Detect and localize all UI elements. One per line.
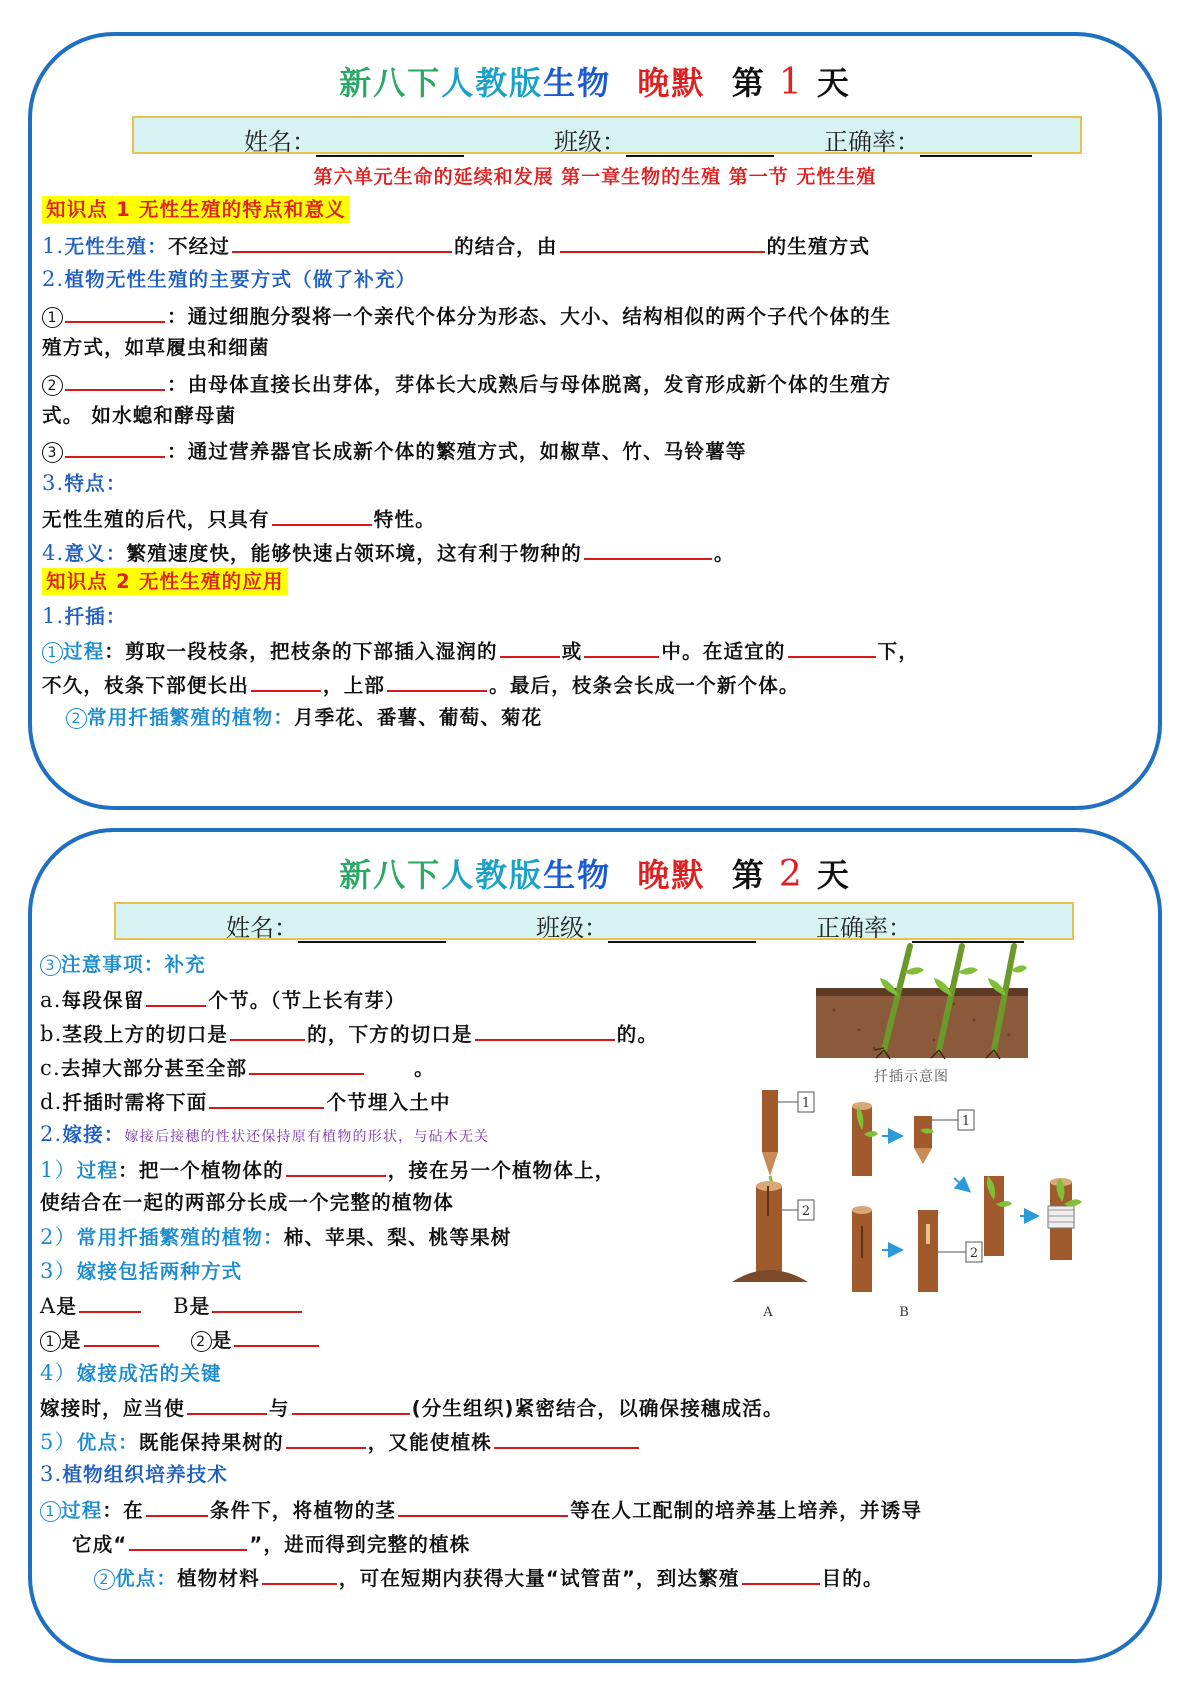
day1-title: 新八下人教版生物 晚默 第 1 天 xyxy=(339,62,851,103)
line-main-methods: 2.植物无性生殖的主要方式（做了补充） xyxy=(42,267,417,291)
blank[interactable] xyxy=(742,1561,820,1585)
graft-label-2b: 2 xyxy=(969,1246,979,1261)
class-field[interactable]: 班级： xyxy=(554,122,774,157)
name-blank[interactable] xyxy=(316,129,464,157)
graft-label-2: 2 xyxy=(801,1204,811,1219)
name-field[interactable]: 姓名： xyxy=(226,908,446,943)
accuracy-blank[interactable] xyxy=(920,129,1032,157)
line-cutting-plants: 2 常用扦插繁殖的植物：月季花、番薯、葡萄、菊花 xyxy=(66,702,542,730)
line-grafting-key: 嫁接时，应当使 与 (分生组织)紧密结合，以确保接穗成活。 xyxy=(40,1391,784,1421)
line-grafting-heading: 2.嫁接：嫁接后接穗的性状还保持原有植物的形状，与砧木无关 xyxy=(40,1122,490,1146)
line-fission: 1 ：通过细胞分裂将一个亲代个体分为形态、大小、结构相似的两个子代个体的生 xyxy=(42,299,892,329)
blank[interactable] xyxy=(146,983,206,1007)
blank[interactable] xyxy=(286,1425,366,1449)
blank[interactable] xyxy=(584,634,659,658)
blank[interactable] xyxy=(212,1289,302,1313)
line-features-heading: 3.特点： xyxy=(42,471,127,495)
accuracy-field[interactable]: 正确率： xyxy=(824,122,1032,157)
blank[interactable] xyxy=(187,1391,267,1415)
blank[interactable] xyxy=(249,1051,364,1075)
line-budding: 2 ：由母体直接长出芽体，芽体长大成熟后与母体脱离，发育形成新个体的生殖方 xyxy=(42,367,892,397)
line-grafting-key-heading: 4）嫁接成活的关键 xyxy=(40,1361,222,1385)
graft-label-1b: 1 xyxy=(961,1114,971,1129)
accuracy-field[interactable]: 正确率： xyxy=(816,908,1024,943)
knowledge-point-1: 知识点 1 无性生殖的特点和意义 xyxy=(42,194,350,222)
day2-card xyxy=(28,828,1162,1663)
day2-name-bar xyxy=(114,902,1074,940)
line-note-d: d.扦插时需将下面 个节埋入土中 xyxy=(40,1085,451,1115)
graft-label-1: 1 xyxy=(801,1096,811,1111)
graft-a-scion xyxy=(762,1090,778,1152)
blank[interactable] xyxy=(788,634,876,658)
blank[interactable] xyxy=(230,1017,305,1041)
line-significance: 4.意义：繁殖速度快，能够快速占领环境，这有利于物种的 。 xyxy=(42,536,735,566)
grafting-diagram xyxy=(732,1086,1094,1318)
graft-b-stock-cut xyxy=(918,1210,938,1292)
cutting-diagram xyxy=(814,940,1030,1062)
line-vegetative: 3 ：通过营养器官长成新个体的繁殖方式，如椒草、竹、马铃薯等 xyxy=(42,434,747,464)
blank[interactable] xyxy=(398,1493,568,1517)
cutting-diagram-caption: 扦插示意图 xyxy=(874,1069,949,1085)
line-tissue-culture-advantage: 2 优点：植物材料 ，可在短期内获得大量“试管苗”，到达繁殖 目的。 xyxy=(94,1561,884,1591)
line-cutting-heading: 1.扦插： xyxy=(42,604,127,628)
day1-card xyxy=(28,32,1162,810)
graft-label-b: B xyxy=(899,1305,909,1318)
blank[interactable] xyxy=(494,1425,639,1449)
class-field[interactable]: 班级： xyxy=(536,908,756,943)
blank[interactable] xyxy=(129,1527,247,1551)
line-tissue-culture-process: 1 过程：在 条件下，将植物的茎 等在人工配制的培养基上培养，并诱导 xyxy=(40,1493,922,1523)
blank[interactable] xyxy=(286,1153,386,1177)
chapter-heading: 第六单元生命的延续和发展 第一章生物的生殖 第一节 无性生殖 xyxy=(313,166,877,188)
day2-title: 新八下人教版生物 晚默 第 2 天 xyxy=(339,854,851,895)
blank[interactable] xyxy=(234,1323,319,1347)
blank[interactable] xyxy=(500,634,560,658)
knowledge-point-2: 知识点 2 无性生殖的应用 xyxy=(42,566,288,594)
blank[interactable] xyxy=(84,1323,159,1347)
line-grafting-process: 1）过程：把一个植物体的 ，接在另一个植物体上， xyxy=(40,1153,615,1184)
name-field[interactable]: 姓名： xyxy=(244,122,464,157)
line-asexual-definition: 1.无性生殖：不经过 的结合，由 的生殖方式 xyxy=(42,229,870,259)
line-grafting-plants: 2）常用扦插繁殖的植物：柿、苹果、梨、桃等果树 xyxy=(40,1225,512,1249)
blank[interactable] xyxy=(209,1085,324,1109)
line-grafting-advantage: 5）优点：既能保持果树的 ，又能使植株 xyxy=(40,1425,641,1456)
blank[interactable] xyxy=(65,434,165,458)
line-note-a: a.每段保留 个节。（节上长有芽） xyxy=(40,983,406,1013)
graft-binding xyxy=(1048,1206,1074,1228)
graft-a-soil xyxy=(732,1270,808,1282)
line-tissue-culture-process-cont: 它成“ ”，进而得到完整的植株 xyxy=(72,1527,470,1557)
blank[interactable] xyxy=(272,502,372,526)
line-cutting-process: 1 过程：剪取一段枝条，把枝条的下部插入湿润的 或 中。在适宜的 下， xyxy=(42,634,919,664)
blank[interactable] xyxy=(292,1391,410,1415)
graft-a-scion-tip xyxy=(762,1152,778,1176)
line-tissue-culture-heading: 3.植物组织培养技术 xyxy=(40,1462,229,1486)
line-features: 无性生殖的后代，只具有 特性。 xyxy=(42,502,436,532)
line-grafting-parts: 1 是 2 是 xyxy=(40,1323,321,1353)
blank[interactable] xyxy=(387,668,487,692)
line-grafting-process-cont: 使结合在一起的两部分长成一个完整的植物体 xyxy=(40,1191,455,1214)
line-fission-cont: 殖方式，如草履虫和细菌 xyxy=(42,336,270,359)
blank[interactable] xyxy=(475,1017,615,1041)
class-blank[interactable] xyxy=(626,129,774,157)
line-grafting-types-heading: 3）嫁接包括两种方式 xyxy=(40,1259,243,1283)
blank[interactable] xyxy=(251,668,321,692)
day1-name-bar xyxy=(132,116,1082,154)
blank[interactable] xyxy=(65,367,165,391)
name-blank[interactable] xyxy=(298,915,446,943)
line-cutting-process-cont: 不久，枝条下部便长出 ，上部 。最后，枝条会长成一个新个体。 xyxy=(42,668,800,698)
line-note-b: b.茎段上方的切口是 的，下方的切口是 的。 xyxy=(40,1017,658,1047)
graft-label-a: A xyxy=(763,1305,773,1318)
blank[interactable] xyxy=(79,1289,141,1313)
line-grafting-types: A是 B是 xyxy=(40,1289,304,1319)
line-note-c: c.去掉大部分甚至全部 。 xyxy=(40,1051,435,1081)
line-budding-cont: 式。 如水螅和酵母菌 xyxy=(42,404,237,427)
class-blank[interactable] xyxy=(608,915,756,943)
blank[interactable] xyxy=(262,1561,337,1585)
blank[interactable] xyxy=(584,536,712,560)
line-notes-heading: 3 注意事项：补充 xyxy=(40,949,206,977)
blank[interactable] xyxy=(560,229,765,253)
blank[interactable] xyxy=(65,299,165,323)
blank[interactable] xyxy=(146,1493,208,1517)
accuracy-blank[interactable] xyxy=(912,915,1024,943)
blank[interactable] xyxy=(232,229,452,253)
